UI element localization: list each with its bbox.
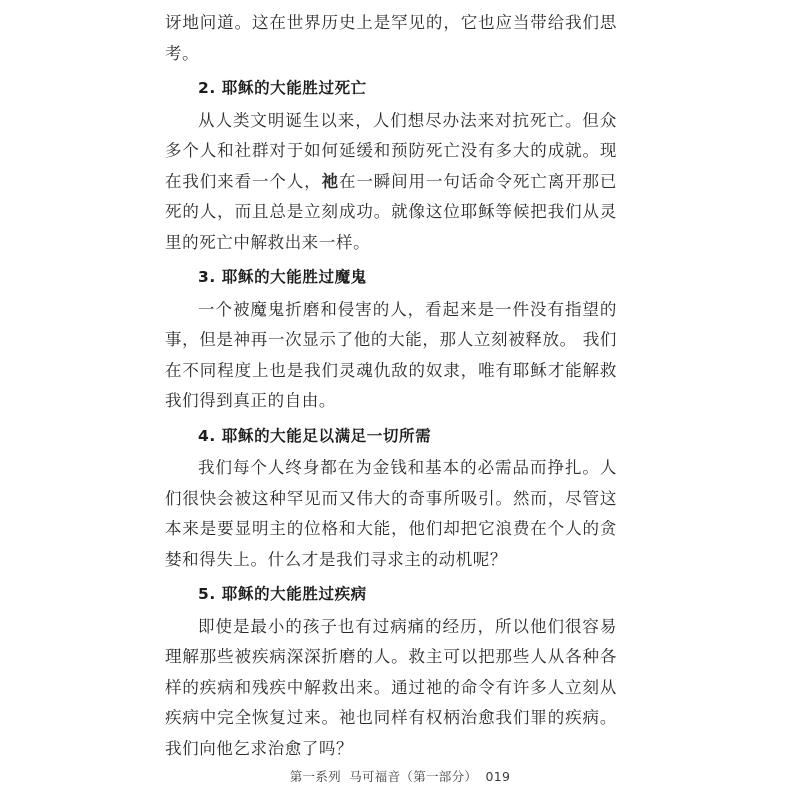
section-heading-devil: 3. 耶稣的大能胜过魔鬼 <box>198 268 367 286</box>
paragraph-text-before: 从人类文明诞生以来，人们想尽办法来对抗死亡。但众多个人和社群对于如何延缓和预防死亡没有多大的成就。现在我们来看一个人， <box>165 110 617 191</box>
section-paragraph-devil: 一个被魔鬼折磨和侵害的人，看起来是一件没有指望的事，但是神再一次显示了他的大能，那人立刻被释放。 我们在不同程度上也是我们灵魂仇敌的奴隶，唯有耶稣才能解救我们得到真正的自由。 <box>165 299 617 410</box>
section-heading-disease: 5. 耶稣的大能胜过疾病 <box>198 585 367 603</box>
intro-paragraph: 讶地问道。这在世界历史上是罕见的，它也应当带给我们思考。 <box>165 13 617 63</box>
paragraph-text-after: 在一瞬间用一句话命令死亡离开那已死的人，而且总是立刻成功。就像这位耶稣等候把我们从灵里的死亡中解救出来一样。 <box>165 171 617 252</box>
footer-page-number: 019 <box>485 769 511 784</box>
footer-series: 第一系列 <box>289 769 341 784</box>
emphasis-word: 祂 <box>321 171 339 191</box>
page-body <box>165 8 617 764</box>
section-heading-death: 2. 耶稣的大能胜过死亡 <box>198 79 367 97</box>
section-paragraph-disease: 即使是最小的孩子也有过病痛的经历，所以他们很容易理解那些被疾病深深折磨的人。救主可以把那些人从各种各样的疾病和残疾中解救出来。通过祂的命令有许多人立刻从疾病中完全恢复过来。祂也同样有权柄治愈我们罪的疾病。我们向他乞求治愈了吗？ <box>165 616 617 758</box>
footer-book-title: 马可福音（第一部分） <box>349 769 478 784</box>
section-heading-needs: 4. 耶稣的大能足以满足一切所需 <box>198 426 432 445</box>
page-footer <box>0 767 800 785</box>
section-paragraph-death <box>165 106 617 259</box>
section-paragraph-needs: 我们每个人终身都在为金钱和基本的必需品而挣扎。人们很快会被这种罕见而又伟大的奇事所吸引。然而，尽管这本来是要显明主的位格和大能，他们却把它浪费在个人的贪婪和得失上。什么才是我们寻求主的动机呢？ <box>165 458 617 569</box>
